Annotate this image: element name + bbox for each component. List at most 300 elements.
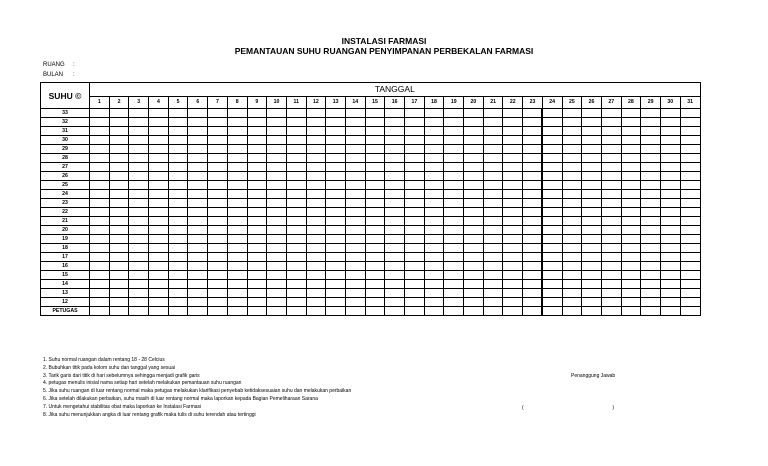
grid-cell[interactable] xyxy=(247,289,267,298)
grid-cell[interactable] xyxy=(483,199,503,208)
grid-cell[interactable] xyxy=(90,163,110,172)
grid-cell[interactable] xyxy=(267,118,287,127)
grid-cell[interactable] xyxy=(542,226,562,235)
grid-cell[interactable] xyxy=(523,118,543,127)
grid-cell[interactable] xyxy=(444,253,464,262)
grid-cell[interactable] xyxy=(424,145,444,154)
grid-cell[interactable] xyxy=(385,190,405,199)
grid-cell[interactable] xyxy=(483,289,503,298)
grid-cell[interactable] xyxy=(188,181,208,190)
grid-cell[interactable] xyxy=(523,208,543,217)
grid-cell[interactable] xyxy=(168,208,188,217)
grid-cell[interactable] xyxy=(247,217,267,226)
grid-cell[interactable] xyxy=(582,208,602,217)
grid-cell[interactable] xyxy=(660,244,680,253)
grid-cell[interactable] xyxy=(168,109,188,118)
grid-cell[interactable] xyxy=(503,298,523,307)
grid-cell[interactable] xyxy=(345,136,365,145)
grid-cell[interactable] xyxy=(483,253,503,262)
grid-cell[interactable] xyxy=(129,145,149,154)
grid-cell[interactable] xyxy=(326,136,346,145)
grid-cell[interactable] xyxy=(503,235,523,244)
grid-cell[interactable] xyxy=(365,271,385,280)
grid-cell[interactable] xyxy=(90,154,110,163)
grid-cell[interactable] xyxy=(286,199,306,208)
grid-cell[interactable] xyxy=(582,127,602,136)
grid-cell[interactable] xyxy=(424,298,444,307)
grid-cell[interactable] xyxy=(326,199,346,208)
grid-cell[interactable] xyxy=(306,208,326,217)
grid-cell[interactable] xyxy=(247,181,267,190)
grid-cell[interactable] xyxy=(227,172,247,181)
grid-cell[interactable] xyxy=(267,190,287,199)
grid-cell[interactable] xyxy=(582,262,602,271)
grid-cell[interactable] xyxy=(365,208,385,217)
grid-cell[interactable] xyxy=(188,262,208,271)
grid-cell[interactable] xyxy=(405,244,425,253)
grid-cell[interactable] xyxy=(168,298,188,307)
grid-cell[interactable] xyxy=(247,136,267,145)
grid-cell[interactable] xyxy=(444,208,464,217)
grid-cell[interactable] xyxy=(621,136,641,145)
grid-cell[interactable] xyxy=(306,244,326,253)
grid-cell[interactable] xyxy=(424,127,444,136)
grid-cell[interactable] xyxy=(464,136,484,145)
grid-cell[interactable] xyxy=(267,244,287,253)
grid-cell[interactable] xyxy=(562,145,582,154)
grid-cell[interactable] xyxy=(562,226,582,235)
grid-cell[interactable] xyxy=(326,280,346,289)
grid-cell[interactable] xyxy=(129,289,149,298)
grid-cell[interactable] xyxy=(90,208,110,217)
grid-cell[interactable] xyxy=(345,235,365,244)
grid-cell[interactable] xyxy=(601,109,621,118)
grid-cell[interactable] xyxy=(601,271,621,280)
grid-cell[interactable] xyxy=(483,145,503,154)
grid-cell[interactable] xyxy=(464,226,484,235)
grid-cell[interactable] xyxy=(227,262,247,271)
grid-cell[interactable] xyxy=(326,226,346,235)
grid-cell[interactable] xyxy=(601,217,621,226)
grid-cell[interactable] xyxy=(621,235,641,244)
grid-cell[interactable] xyxy=(149,199,169,208)
grid-cell[interactable] xyxy=(503,253,523,262)
grid-cell[interactable] xyxy=(109,289,129,298)
grid-cell[interactable] xyxy=(464,127,484,136)
grid-cell[interactable] xyxy=(129,163,149,172)
grid-cell[interactable] xyxy=(523,172,543,181)
grid-cell[interactable] xyxy=(542,253,562,262)
grid-cell[interactable] xyxy=(680,190,700,199)
grid-cell[interactable] xyxy=(562,181,582,190)
grid-cell[interactable] xyxy=(621,262,641,271)
grid-cell[interactable] xyxy=(680,307,700,316)
grid-cell[interactable] xyxy=(601,118,621,127)
grid-cell[interactable] xyxy=(542,271,562,280)
grid-cell[interactable] xyxy=(227,127,247,136)
grid-cell[interactable] xyxy=(660,280,680,289)
grid-cell[interactable] xyxy=(405,172,425,181)
grid-cell[interactable] xyxy=(562,118,582,127)
grid-cell[interactable] xyxy=(641,217,661,226)
grid-cell[interactable] xyxy=(464,172,484,181)
grid-cell[interactable] xyxy=(523,127,543,136)
grid-cell[interactable] xyxy=(464,199,484,208)
grid-cell[interactable] xyxy=(188,280,208,289)
grid-cell[interactable] xyxy=(385,253,405,262)
grid-cell[interactable] xyxy=(149,208,169,217)
grid-cell[interactable] xyxy=(444,298,464,307)
grid-cell[interactable] xyxy=(90,109,110,118)
grid-cell[interactable] xyxy=(326,307,346,316)
grid-cell[interactable] xyxy=(326,181,346,190)
grid-cell[interactable] xyxy=(286,127,306,136)
grid-cell[interactable] xyxy=(582,199,602,208)
grid-cell[interactable] xyxy=(424,271,444,280)
grid-cell[interactable] xyxy=(208,118,228,127)
grid-cell[interactable] xyxy=(168,217,188,226)
grid-cell[interactable] xyxy=(109,298,129,307)
grid-cell[interactable] xyxy=(503,181,523,190)
grid-cell[interactable] xyxy=(345,217,365,226)
grid-cell[interactable] xyxy=(542,244,562,253)
grid-cell[interactable] xyxy=(365,136,385,145)
grid-cell[interactable] xyxy=(542,181,562,190)
grid-cell[interactable] xyxy=(208,181,228,190)
grid-cell[interactable] xyxy=(385,262,405,271)
grid-cell[interactable] xyxy=(247,271,267,280)
grid-cell[interactable] xyxy=(464,253,484,262)
grid-cell[interactable] xyxy=(385,127,405,136)
grid-cell[interactable] xyxy=(601,163,621,172)
grid-cell[interactable] xyxy=(680,235,700,244)
grid-cell[interactable] xyxy=(345,226,365,235)
grid-cell[interactable] xyxy=(188,226,208,235)
grid-cell[interactable] xyxy=(562,253,582,262)
grid-cell[interactable] xyxy=(345,181,365,190)
grid-cell[interactable] xyxy=(523,253,543,262)
grid-cell[interactable] xyxy=(227,154,247,163)
grid-cell[interactable] xyxy=(523,181,543,190)
grid-cell[interactable] xyxy=(464,109,484,118)
grid-cell[interactable] xyxy=(660,109,680,118)
grid-cell[interactable] xyxy=(523,109,543,118)
grid-cell[interactable] xyxy=(247,163,267,172)
grid-cell[interactable] xyxy=(227,280,247,289)
grid-cell[interactable] xyxy=(188,127,208,136)
grid-cell[interactable] xyxy=(424,226,444,235)
grid-cell[interactable] xyxy=(464,208,484,217)
grid-cell[interactable] xyxy=(641,190,661,199)
grid-cell[interactable] xyxy=(149,190,169,199)
grid-cell[interactable] xyxy=(601,199,621,208)
grid-cell[interactable] xyxy=(306,118,326,127)
grid-cell[interactable] xyxy=(286,190,306,199)
grid-cell[interactable] xyxy=(503,172,523,181)
grid-cell[interactable] xyxy=(267,145,287,154)
grid-cell[interactable] xyxy=(90,226,110,235)
grid-cell[interactable] xyxy=(326,208,346,217)
grid-cell[interactable] xyxy=(90,253,110,262)
grid-cell[interactable] xyxy=(503,307,523,316)
grid-cell[interactable] xyxy=(306,280,326,289)
grid-cell[interactable] xyxy=(306,190,326,199)
grid-cell[interactable] xyxy=(582,235,602,244)
grid-cell[interactable] xyxy=(405,307,425,316)
grid-cell[interactable] xyxy=(660,181,680,190)
grid-cell[interactable] xyxy=(267,271,287,280)
grid-cell[interactable] xyxy=(680,280,700,289)
grid-cell[interactable] xyxy=(542,235,562,244)
grid-cell[interactable] xyxy=(641,262,661,271)
grid-cell[interactable] xyxy=(168,163,188,172)
grid-cell[interactable] xyxy=(227,163,247,172)
grid-cell[interactable] xyxy=(503,163,523,172)
grid-cell[interactable] xyxy=(424,307,444,316)
grid-cell[interactable] xyxy=(444,271,464,280)
grid-cell[interactable] xyxy=(129,253,149,262)
grid-cell[interactable] xyxy=(345,289,365,298)
grid-cell[interactable] xyxy=(129,154,149,163)
grid-cell[interactable] xyxy=(286,289,306,298)
grid-cell[interactable] xyxy=(405,199,425,208)
grid-cell[interactable] xyxy=(306,163,326,172)
grid-cell[interactable] xyxy=(621,145,641,154)
grid-cell[interactable] xyxy=(503,109,523,118)
grid-cell[interactable] xyxy=(267,208,287,217)
grid-cell[interactable] xyxy=(208,217,228,226)
grid-cell[interactable] xyxy=(208,307,228,316)
grid-cell[interactable] xyxy=(129,235,149,244)
grid-cell[interactable] xyxy=(503,127,523,136)
grid-cell[interactable] xyxy=(582,109,602,118)
grid-cell[interactable] xyxy=(385,271,405,280)
grid-cell[interactable] xyxy=(680,262,700,271)
grid-cell[interactable] xyxy=(208,253,228,262)
grid-cell[interactable] xyxy=(286,172,306,181)
grid-cell[interactable] xyxy=(365,244,385,253)
grid-cell[interactable] xyxy=(168,235,188,244)
grid-cell[interactable] xyxy=(483,208,503,217)
grid-cell[interactable] xyxy=(188,199,208,208)
grid-cell[interactable] xyxy=(306,109,326,118)
grid-cell[interactable] xyxy=(326,109,346,118)
grid-cell[interactable] xyxy=(149,109,169,118)
grid-cell[interactable] xyxy=(680,145,700,154)
grid-cell[interactable] xyxy=(365,127,385,136)
grid-cell[interactable] xyxy=(523,271,543,280)
grid-cell[interactable] xyxy=(129,181,149,190)
grid-cell[interactable] xyxy=(464,271,484,280)
grid-cell[interactable] xyxy=(129,244,149,253)
grid-cell[interactable] xyxy=(326,145,346,154)
grid-cell[interactable] xyxy=(345,244,365,253)
grid-cell[interactable] xyxy=(286,280,306,289)
grid-cell[interactable] xyxy=(247,226,267,235)
grid-cell[interactable] xyxy=(680,163,700,172)
grid-cell[interactable] xyxy=(168,262,188,271)
grid-cell[interactable] xyxy=(345,163,365,172)
grid-cell[interactable] xyxy=(621,172,641,181)
grid-cell[interactable] xyxy=(90,118,110,127)
grid-cell[interactable] xyxy=(365,262,385,271)
grid-cell[interactable] xyxy=(286,226,306,235)
grid-cell[interactable] xyxy=(129,307,149,316)
grid-cell[interactable] xyxy=(365,190,385,199)
grid-cell[interactable] xyxy=(542,136,562,145)
grid-cell[interactable] xyxy=(90,289,110,298)
grid-cell[interactable] xyxy=(109,280,129,289)
grid-cell[interactable] xyxy=(306,154,326,163)
grid-cell[interactable] xyxy=(523,244,543,253)
grid-cell[interactable] xyxy=(483,172,503,181)
grid-cell[interactable] xyxy=(444,262,464,271)
grid-cell[interactable] xyxy=(385,307,405,316)
grid-cell[interactable] xyxy=(168,118,188,127)
grid-cell[interactable] xyxy=(247,253,267,262)
grid-cell[interactable] xyxy=(208,154,228,163)
grid-cell[interactable] xyxy=(149,280,169,289)
grid-cell[interactable] xyxy=(149,181,169,190)
grid-cell[interactable] xyxy=(542,280,562,289)
grid-cell[interactable] xyxy=(247,235,267,244)
grid-cell[interactable] xyxy=(247,208,267,217)
grid-cell[interactable] xyxy=(542,217,562,226)
grid-cell[interactable] xyxy=(345,145,365,154)
grid-cell[interactable] xyxy=(208,298,228,307)
grid-cell[interactable] xyxy=(208,145,228,154)
grid-cell[interactable] xyxy=(582,163,602,172)
grid-cell[interactable] xyxy=(444,154,464,163)
grid-cell[interactable] xyxy=(247,190,267,199)
grid-cell[interactable] xyxy=(641,253,661,262)
grid-cell[interactable] xyxy=(247,127,267,136)
grid-cell[interactable] xyxy=(641,208,661,217)
grid-cell[interactable] xyxy=(345,262,365,271)
grid-cell[interactable] xyxy=(601,280,621,289)
grid-cell[interactable] xyxy=(326,172,346,181)
grid-cell[interactable] xyxy=(424,199,444,208)
grid-cell[interactable] xyxy=(306,145,326,154)
grid-cell[interactable] xyxy=(562,199,582,208)
grid-cell[interactable] xyxy=(208,199,228,208)
grid-cell[interactable] xyxy=(444,199,464,208)
grid-cell[interactable] xyxy=(129,118,149,127)
grid-cell[interactable] xyxy=(247,109,267,118)
grid-cell[interactable] xyxy=(405,262,425,271)
grid-cell[interactable] xyxy=(109,118,129,127)
grid-cell[interactable] xyxy=(464,289,484,298)
grid-cell[interactable] xyxy=(680,298,700,307)
grid-cell[interactable] xyxy=(582,280,602,289)
grid-cell[interactable] xyxy=(286,271,306,280)
grid-cell[interactable] xyxy=(424,289,444,298)
grid-cell[interactable] xyxy=(424,154,444,163)
grid-cell[interactable] xyxy=(542,289,562,298)
grid-cell[interactable] xyxy=(621,307,641,316)
grid-cell[interactable] xyxy=(660,226,680,235)
grid-cell[interactable] xyxy=(680,253,700,262)
grid-cell[interactable] xyxy=(483,280,503,289)
grid-cell[interactable] xyxy=(503,199,523,208)
grid-cell[interactable] xyxy=(405,181,425,190)
grid-cell[interactable] xyxy=(188,190,208,199)
grid-cell[interactable] xyxy=(326,262,346,271)
grid-cell[interactable] xyxy=(227,145,247,154)
grid-cell[interactable] xyxy=(503,226,523,235)
grid-cell[interactable] xyxy=(365,253,385,262)
grid-cell[interactable] xyxy=(464,217,484,226)
grid-cell[interactable] xyxy=(641,127,661,136)
grid-cell[interactable] xyxy=(621,280,641,289)
grid-cell[interactable] xyxy=(247,298,267,307)
grid-cell[interactable] xyxy=(227,271,247,280)
grid-cell[interactable] xyxy=(326,253,346,262)
grid-cell[interactable] xyxy=(129,172,149,181)
grid-cell[interactable] xyxy=(641,199,661,208)
grid-cell[interactable] xyxy=(641,298,661,307)
grid-cell[interactable] xyxy=(641,109,661,118)
grid-cell[interactable] xyxy=(90,280,110,289)
grid-cell[interactable] xyxy=(680,289,700,298)
grid-cell[interactable] xyxy=(621,298,641,307)
grid-cell[interactable] xyxy=(188,172,208,181)
grid-cell[interactable] xyxy=(582,307,602,316)
grid-cell[interactable] xyxy=(542,199,562,208)
grid-cell[interactable] xyxy=(188,208,208,217)
grid-cell[interactable] xyxy=(129,109,149,118)
grid-cell[interactable] xyxy=(464,235,484,244)
grid-cell[interactable] xyxy=(90,172,110,181)
grid-cell[interactable] xyxy=(641,118,661,127)
grid-cell[interactable] xyxy=(345,208,365,217)
grid-cell[interactable] xyxy=(306,235,326,244)
grid-cell[interactable] xyxy=(129,262,149,271)
grid-cell[interactable] xyxy=(523,280,543,289)
grid-cell[interactable] xyxy=(680,208,700,217)
grid-cell[interactable] xyxy=(542,262,562,271)
grid-cell[interactable] xyxy=(582,253,602,262)
grid-cell[interactable] xyxy=(680,181,700,190)
grid-cell[interactable] xyxy=(365,307,385,316)
grid-cell[interactable] xyxy=(267,298,287,307)
grid-cell[interactable] xyxy=(109,181,129,190)
grid-cell[interactable] xyxy=(326,271,346,280)
grid-cell[interactable] xyxy=(680,226,700,235)
grid-cell[interactable] xyxy=(90,235,110,244)
grid-cell[interactable] xyxy=(168,199,188,208)
grid-cell[interactable] xyxy=(483,127,503,136)
grid-cell[interactable] xyxy=(385,145,405,154)
grid-cell[interactable] xyxy=(208,226,228,235)
grid-cell[interactable] xyxy=(660,118,680,127)
grid-cell[interactable] xyxy=(306,307,326,316)
grid-cell[interactable] xyxy=(168,190,188,199)
grid-cell[interactable] xyxy=(503,136,523,145)
grid-cell[interactable] xyxy=(523,307,543,316)
grid-cell[interactable] xyxy=(149,244,169,253)
grid-cell[interactable] xyxy=(306,226,326,235)
grid-cell[interactable] xyxy=(188,118,208,127)
grid-cell[interactable] xyxy=(109,226,129,235)
grid-cell[interactable] xyxy=(444,190,464,199)
grid-cell[interactable] xyxy=(149,253,169,262)
grid-cell[interactable] xyxy=(267,109,287,118)
grid-cell[interactable] xyxy=(109,244,129,253)
grid-cell[interactable] xyxy=(601,208,621,217)
grid-cell[interactable] xyxy=(562,217,582,226)
grid-cell[interactable] xyxy=(345,280,365,289)
